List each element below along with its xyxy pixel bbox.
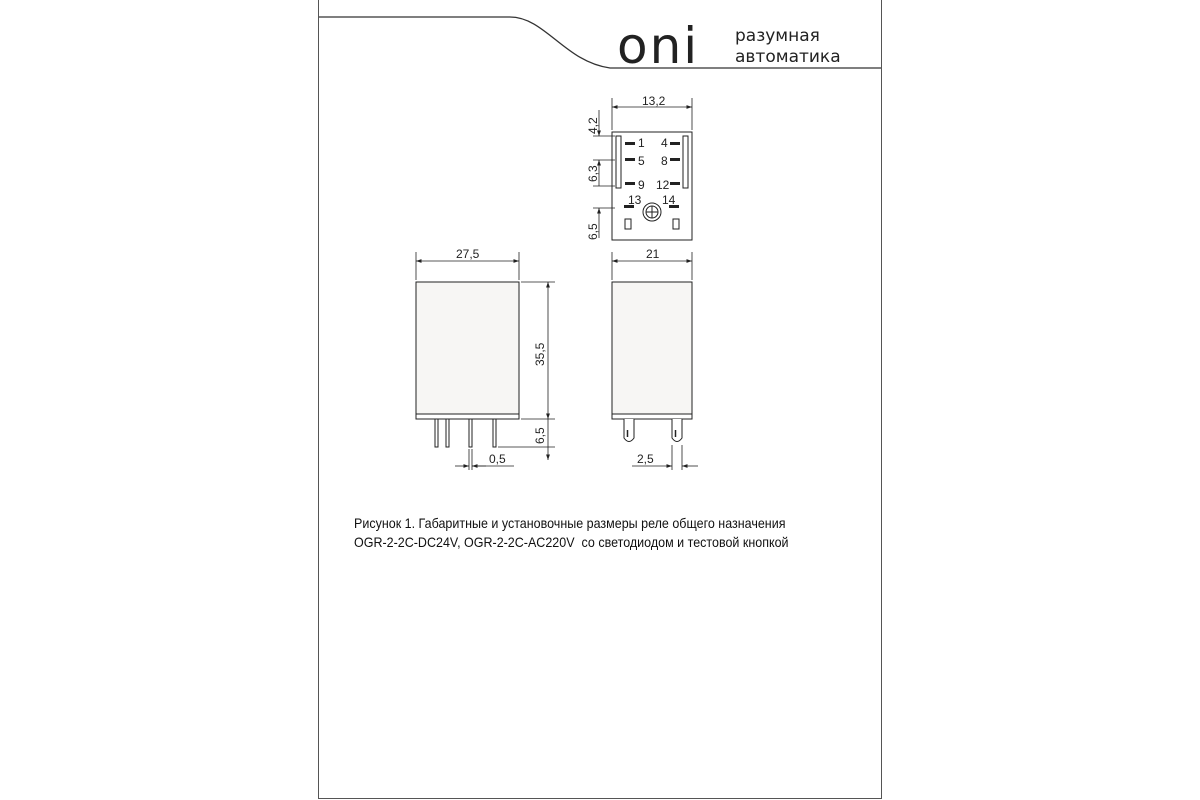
dim-label-6-5-front: 6,5 bbox=[533, 427, 547, 444]
dim-label-6-5-top: 6,5 bbox=[586, 223, 600, 240]
dim-label-2-5: 2,5 bbox=[637, 452, 654, 466]
figure-caption bbox=[354, 514, 814, 552]
pin-label-9: 9 bbox=[638, 178, 645, 192]
pin-label-13: 13 bbox=[628, 193, 642, 207]
pin-label-12: 12 bbox=[656, 178, 670, 192]
pin-label-8: 8 bbox=[661, 154, 668, 168]
top-view-body bbox=[612, 132, 692, 240]
top-view bbox=[593, 98, 692, 240]
side-view-base bbox=[612, 414, 692, 419]
front-view-base bbox=[416, 414, 519, 419]
front-view-pins bbox=[435, 419, 496, 447]
pin-label-4: 4 bbox=[661, 136, 668, 150]
caption-line1: Рисунок 1. Габаритные и установочные размеры реле общего назначения bbox=[354, 516, 786, 531]
pin-label-1: 1 bbox=[638, 136, 645, 150]
side-view-body bbox=[612, 282, 692, 414]
caption-line2: OGR-2-2C-DC24V, OGR-2-2C-AC220V со светодиодом и тестовой кнопкой bbox=[354, 535, 789, 550]
dim-label-0-5: 0,5 bbox=[489, 452, 506, 466]
dim-label-13-2: 13,2 bbox=[642, 94, 666, 108]
side-view-terminal-right bbox=[672, 419, 682, 442]
dim-label-21: 21 bbox=[646, 247, 660, 261]
tagline-line2: автоматика bbox=[735, 47, 841, 67]
header-banner bbox=[319, 17, 881, 75]
side-view bbox=[612, 252, 698, 470]
side-view-terminal-left bbox=[624, 419, 634, 442]
front-view-body bbox=[416, 282, 519, 414]
dim-label-27-5: 27,5 bbox=[456, 247, 480, 261]
pin-label-14: 14 bbox=[662, 193, 676, 207]
dim-label-4-2: 4,2 bbox=[586, 117, 600, 134]
dim-label-6-3: 6,3 bbox=[586, 165, 600, 182]
pin-label-5: 5 bbox=[638, 154, 645, 168]
dim-label-35-5: 35,5 bbox=[533, 342, 547, 366]
tagline-line1: разумная bbox=[735, 26, 820, 46]
logo-oni: oni bbox=[617, 17, 700, 75]
